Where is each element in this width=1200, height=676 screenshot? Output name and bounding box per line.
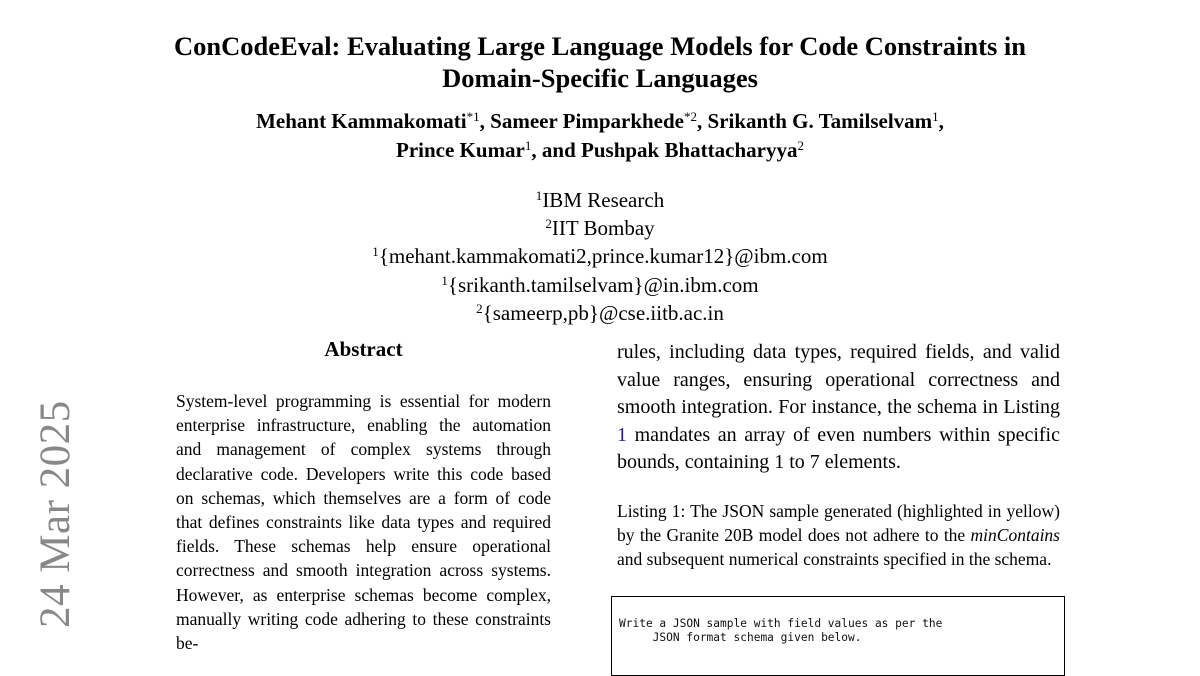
abstract-text: System-level programming is essential for modern enterprise infrastructure, enabling the automation and management of complex systems through declarative code. Developers write this code based on schemas, which themselves are a form of code that defines constraints like data types and required fields. These schemas help ensure operational correctness and smooth integration across systems. However, as enterprise schemas become complex, manually writing code adhering to these constraints be-: [176, 391, 551, 654]
author-sup: 1: [932, 108, 939, 124]
code-block: [612, 597, 1064, 645]
title-line-2: Domain-Specific Languages: [442, 63, 758, 93]
affiliation-sup: 1: [372, 244, 379, 260]
author-name: and Pushpak Bhattacharyya: [541, 138, 798, 162]
author-sup: 1: [524, 137, 532, 153]
author-sup: 2: [797, 137, 804, 153]
author-list: [100, 107, 1100, 165]
author-sup: *2: [684, 108, 698, 124]
code-listing-box: [611, 596, 1065, 676]
email-text: {srikanth.tamilselvam}@in.ibm.com: [447, 272, 759, 297]
email-text: {mehant.kammakomati2,prince.kumar12}@ibm.com: [378, 244, 828, 269]
affiliation-sup: 1: [441, 272, 448, 288]
email-text: {sameerp,pb}@cse.iitb.ac.in: [482, 300, 724, 325]
caption-text: Listing 1: The JSON sample generated (highlighted in yellow) by the Granite 20B model does not adhere to the: [617, 501, 1060, 546]
affiliation-line: [100, 214, 1100, 242]
author-name: Prince Kumar: [396, 138, 525, 162]
affiliation-sup: 2: [545, 216, 552, 232]
body-paragraph: [617, 339, 1060, 477]
affiliation-text: IBM Research: [542, 188, 665, 212]
affiliations: [100, 186, 1100, 327]
caption-text: and subsequent numerical constraints specified in the schema.: [617, 549, 1052, 570]
paper-title: [100, 30, 1100, 94]
affiliation-sup: 1: [535, 187, 543, 203]
body-text: mandates an array of even numbers within specific bounds, containing 1 to 7 elements.: [617, 423, 1060, 473]
arxiv-date-stamp: 24 Mar 2025: [32, 400, 79, 628]
email-line: [100, 271, 1100, 299]
listing-reference-link[interactable]: 1: [617, 423, 627, 446]
affiliation-sup: 2: [476, 300, 483, 316]
code-line: JSON format schema given below.: [619, 631, 862, 644]
affiliation-text: IIT Bombay: [551, 216, 655, 241]
author-name: Mehant Kammakomati: [256, 109, 467, 133]
author-name: Sameer Pimparkhede: [490, 109, 684, 133]
code-line: Write a JSON sample with field values as per the: [619, 617, 943, 630]
author-line-2: Prince Kumar$^1$, and Pushpak Bhattacharyya$^2$: [396, 137, 804, 162]
caption-emphasis: minContains: [970, 525, 1060, 546]
email-line: [100, 299, 1100, 327]
author-line-1: Mehant Kammakomati$^{*1}$, Sameer Pimparkhede$^{*2}$, Srikanth G. Tamilselvam$^1$,: [256, 108, 944, 133]
email-line: [100, 242, 1100, 270]
title-line-1: ConCodeEval: Evaluating Large Language Models for Code Constraints in: [174, 31, 1026, 61]
affiliation-line: [100, 186, 1100, 214]
author-name: Srikanth G. Tamilselvam: [707, 109, 933, 133]
listing-caption: [617, 499, 1060, 572]
body-text: rules, including data types, required fields, and valid value ranges, ensuring operational correctness and smooth integration. For instance, the schema in Listing: [617, 341, 1060, 418]
abstract-heading: Abstract: [324, 337, 403, 361]
author-sup: *1: [466, 108, 480, 124]
